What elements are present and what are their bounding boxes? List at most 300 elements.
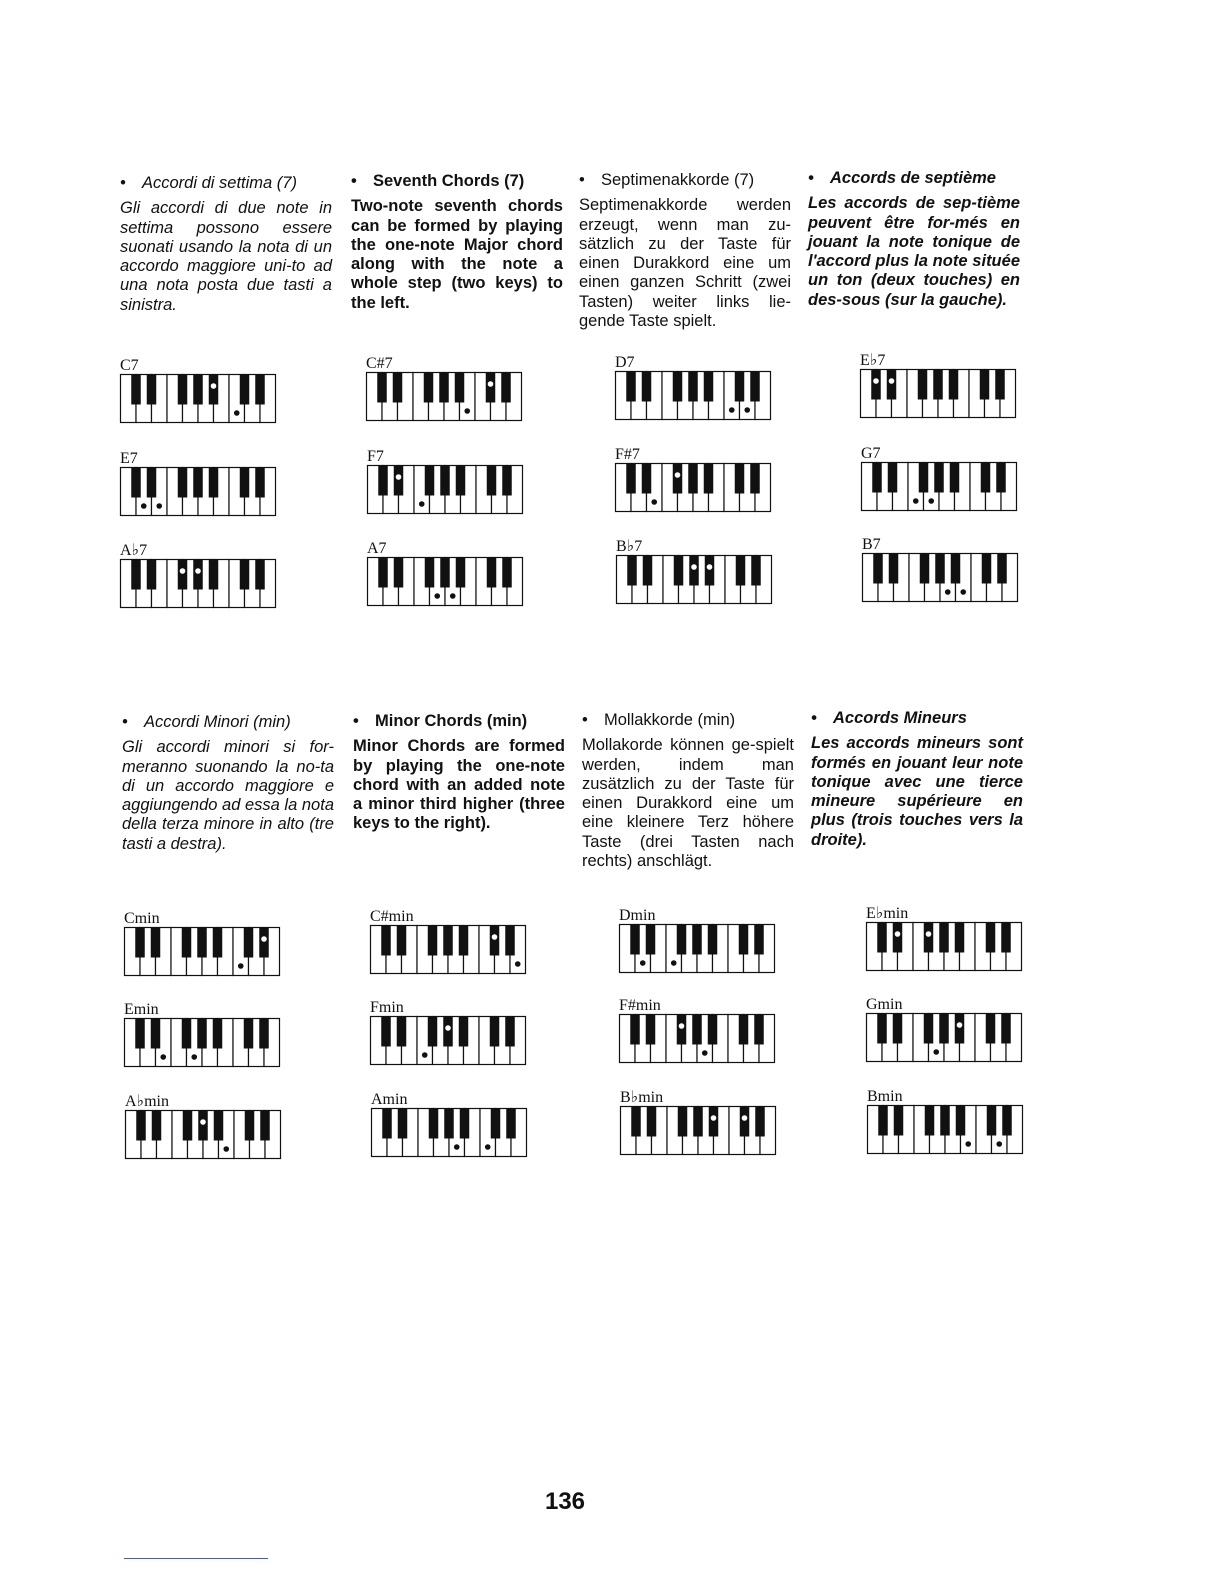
black-key [631, 1107, 641, 1137]
black-key [995, 370, 1005, 400]
chord-label: B♭min [620, 1089, 664, 1106]
keyboard-diagram [124, 927, 280, 977]
black-key [878, 1106, 888, 1136]
black-key [193, 375, 203, 405]
black-key [925, 1106, 935, 1136]
black-key [147, 468, 157, 498]
black-key [147, 560, 157, 590]
black-key [255, 375, 265, 405]
black-key [736, 556, 746, 586]
black-key [459, 1017, 469, 1047]
keyboard-diagram [120, 374, 276, 424]
chord-label: Dmin [619, 907, 656, 924]
black-key [425, 558, 435, 588]
black-key [673, 464, 683, 494]
note-dot [195, 568, 201, 574]
black-key [688, 372, 698, 402]
black-key [147, 375, 157, 405]
heading: Mollakkorde (min) [604, 711, 736, 729]
black-key [198, 1111, 208, 1141]
black-key [197, 1019, 207, 1049]
black-key [460, 1109, 470, 1139]
footer-rule [124, 1558, 268, 1559]
black-key [505, 1017, 515, 1047]
black-key [997, 554, 1007, 584]
black-key [996, 463, 1006, 493]
black-key [209, 468, 219, 498]
bullet: • [120, 174, 126, 192]
chord-label: D7 [615, 354, 635, 371]
seventh-text-it [120, 174, 332, 315]
keyboard-diagram [616, 555, 772, 605]
note-dot [515, 961, 521, 967]
black-key [151, 1019, 161, 1049]
black-key [255, 468, 265, 498]
black-key [626, 464, 636, 494]
chord-label: Amin [371, 1091, 408, 1108]
black-key [709, 1107, 719, 1137]
black-key [939, 1014, 949, 1044]
black-key [692, 925, 702, 955]
note-dot [640, 960, 646, 966]
note-dot [492, 934, 498, 940]
chord-label: Fmin [370, 999, 404, 1016]
black-key [918, 370, 928, 400]
black-key [214, 1111, 224, 1141]
keyboard-diagram [615, 371, 771, 421]
body-text: Les accords de sep-tième peuvent être for-més en jouant la note tonique de l'accord plus la note située un ton (deux touches) en des-sous (sur la gauche). [808, 194, 1020, 309]
black-key [255, 560, 265, 590]
black-key [933, 370, 943, 400]
black-key [443, 926, 453, 956]
black-key [424, 373, 434, 403]
note-dot [261, 936, 267, 942]
black-key [627, 556, 637, 586]
black-key [197, 928, 207, 958]
seventh-text-en [351, 172, 563, 313]
black-key [889, 554, 899, 584]
black-key [178, 468, 188, 498]
black-key [677, 925, 687, 955]
black-key [642, 372, 652, 402]
chord-diagram [615, 355, 775, 419]
seventh-text-de [579, 171, 791, 331]
chord-label: E♭min [866, 905, 909, 922]
black-key [131, 560, 141, 590]
bullet: • [808, 169, 814, 187]
black-key [259, 1019, 269, 1049]
keyboard-diagram [619, 1014, 775, 1064]
black-key [673, 372, 683, 402]
black-key [934, 463, 944, 493]
heading: Accordi Minori (min) [144, 713, 291, 731]
black-key [956, 1106, 966, 1136]
heading: Accords Mineurs [833, 709, 967, 727]
black-key [951, 554, 961, 584]
black-key [382, 1109, 392, 1139]
black-key [735, 372, 745, 402]
black-key [955, 923, 965, 953]
black-key [397, 1017, 407, 1047]
black-key [429, 1109, 439, 1139]
black-key [193, 560, 203, 590]
black-key [1001, 1014, 1011, 1044]
chord-diagram [120, 358, 280, 422]
black-key [630, 925, 640, 955]
note-dot [945, 589, 951, 595]
keyboard-diagram [124, 1018, 280, 1068]
note-dot [454, 1144, 460, 1150]
black-key [924, 1014, 934, 1044]
black-key [919, 463, 929, 493]
black-key [260, 1111, 270, 1141]
chord-label: C#7 [366, 355, 393, 372]
chord-label: A♭min [125, 1093, 169, 1110]
chord-diagram [370, 1000, 530, 1064]
black-key [440, 558, 450, 588]
black-key [394, 558, 404, 588]
black-key [872, 463, 882, 493]
note-dot [873, 378, 879, 384]
black-key [877, 1014, 887, 1044]
keyboard-diagram [125, 1110, 281, 1160]
black-key [443, 1017, 453, 1047]
bullet: • [579, 171, 585, 189]
minor-text-fr [811, 709, 1023, 850]
page-number: 136 [544, 1488, 586, 1515]
black-key [693, 1107, 703, 1137]
chord-label: Bmin [867, 1088, 903, 1105]
keyboard-diagram [367, 557, 523, 607]
black-key [397, 926, 407, 956]
black-key [689, 556, 699, 586]
black-key [501, 373, 511, 403]
black-key [398, 1109, 408, 1139]
black-key [135, 1019, 145, 1049]
body-text: Septimenakkorde werden erzeugt, wenn man zu-sätzlich zu der Taste für einen Durakkord eine um einen ganzen Schritt (zwei Tasten) weiter links lie-gende Taste spielt. [579, 196, 791, 331]
black-key [444, 1109, 454, 1139]
black-key [136, 1111, 146, 1141]
black-key [456, 466, 466, 496]
note-dot [996, 1141, 1002, 1147]
chord-diagram [124, 911, 284, 975]
note-dot [679, 1023, 685, 1029]
black-key [178, 375, 188, 405]
black-key [245, 1111, 255, 1141]
note-dot [450, 593, 456, 599]
black-key [193, 468, 203, 498]
black-key [381, 1017, 391, 1047]
minor-text-it [122, 713, 334, 854]
note-dot [711, 1115, 717, 1121]
keyboard-diagram [366, 372, 522, 422]
black-key [643, 556, 653, 586]
chord-label: E7 [120, 450, 138, 467]
body-text: Les accords mineurs sont formés en jouant leur note tonique avec une tierce mineure supérieure en plus (trois touches vers la droite). [811, 734, 1023, 849]
chord-label: A7 [367, 540, 387, 557]
black-key [888, 463, 898, 493]
note-dot [933, 1049, 939, 1055]
black-key [244, 928, 254, 958]
heading: Accordi di settima (7) [142, 174, 297, 192]
chord-label: B♭7 [616, 538, 643, 555]
keyboard-diagram [367, 465, 523, 515]
chord-diagram [367, 449, 527, 513]
note-dot [889, 378, 895, 384]
black-key [678, 1107, 688, 1137]
keyboard-diagram [619, 924, 775, 974]
note-dot [744, 407, 750, 413]
chord-label: B7 [862, 536, 881, 553]
note-dot [191, 1054, 197, 1060]
note-dot [913, 498, 919, 504]
black-key [980, 370, 990, 400]
chord-diagram [366, 356, 526, 420]
black-key [646, 1015, 656, 1045]
black-key [439, 373, 449, 403]
note-dot [485, 1144, 491, 1150]
black-key [487, 558, 497, 588]
black-key [920, 554, 930, 584]
black-key [986, 1014, 996, 1044]
black-key [428, 926, 438, 956]
black-key [502, 466, 512, 496]
chord-label: G7 [861, 445, 881, 462]
heading: Accords de septième [830, 169, 996, 187]
chord-diagram [616, 539, 776, 603]
black-key [887, 370, 897, 400]
black-key [873, 554, 883, 584]
black-key [381, 926, 391, 956]
black-key [244, 1019, 254, 1049]
black-key [754, 925, 764, 955]
black-key [182, 1019, 192, 1049]
note-dot [488, 381, 494, 387]
keyboard-diagram [867, 1105, 1023, 1155]
note-dot [419, 501, 425, 507]
keyboard-diagram [120, 467, 276, 517]
heading: Seventh Chords (7) [373, 172, 525, 190]
keyboard-diagram [620, 1106, 776, 1156]
keyboard-diagram [861, 462, 1017, 512]
note-dot [141, 503, 147, 509]
black-key [950, 463, 960, 493]
note-dot [895, 931, 901, 937]
black-key [955, 1014, 965, 1044]
black-key [740, 1107, 750, 1137]
body-text: Two-note seventh chords can be formed by playing the one-note Major chord along with the note a whole step (two keys) to the left. [351, 197, 563, 312]
black-key [739, 1015, 749, 1045]
black-key [131, 468, 141, 498]
note-dot [957, 1022, 963, 1028]
bullet: • [122, 713, 128, 731]
heading: Septimenakkorde (7) [601, 171, 755, 189]
note-dot [965, 1141, 971, 1147]
note-dot [691, 564, 697, 570]
black-key [924, 923, 934, 953]
black-key [708, 1015, 718, 1045]
note-dot [445, 1025, 451, 1031]
black-key [894, 1106, 904, 1136]
black-key [440, 466, 450, 496]
black-key [986, 923, 996, 953]
black-key [692, 1015, 702, 1045]
seventh-text-fr [808, 169, 1020, 310]
black-key [705, 556, 715, 586]
body-text: Gli accordi di due note in settima possono essere suonati usando la nota di un accordo maggiore uni-to ad una nota posta due tasti a sinistra. [120, 199, 332, 314]
black-key [939, 923, 949, 953]
black-key [893, 923, 903, 953]
keyboard-diagram [862, 553, 1018, 603]
black-key [456, 558, 466, 588]
black-key [490, 1017, 500, 1047]
chord-label: Emin [124, 1001, 159, 1018]
note-dot [651, 499, 657, 505]
chord-diagram [371, 1092, 531, 1156]
black-key [506, 1109, 516, 1139]
chord-diagram [867, 1089, 1027, 1153]
body-text: Gli accordi minori si for-meranno suonando la no-ta di un accordo maggiore e aggiungendo ad essa la nota della terza minore in alto (tre tasti a destra). [122, 738, 334, 853]
black-key [213, 1019, 223, 1049]
chord-diagram [619, 998, 779, 1062]
black-key [459, 926, 469, 956]
chord-label: E♭7 [860, 352, 886, 369]
black-key [240, 560, 250, 590]
black-key [982, 554, 992, 584]
black-key [486, 373, 496, 403]
black-key [674, 556, 684, 586]
black-key [378, 466, 388, 496]
black-key [630, 1015, 640, 1045]
black-key [750, 372, 760, 402]
chord-label: Cmin [124, 910, 160, 927]
black-key [428, 1017, 438, 1047]
black-key [755, 1107, 765, 1137]
note-dot [702, 1050, 708, 1056]
chord-diagram [125, 1094, 285, 1158]
note-dot [234, 410, 240, 416]
keyboard-diagram [370, 1016, 526, 1066]
black-key [949, 370, 959, 400]
black-key [708, 925, 718, 955]
chord-label: F#7 [615, 446, 640, 463]
black-key [394, 466, 404, 496]
black-key [1002, 1106, 1012, 1136]
note-dot [180, 568, 186, 574]
black-key [940, 1106, 950, 1136]
black-key [646, 925, 656, 955]
black-key [209, 560, 219, 590]
black-key [754, 1015, 764, 1045]
note-dot [464, 408, 470, 414]
black-key [152, 1111, 162, 1141]
black-key [487, 466, 497, 496]
chord-label: F#min [619, 997, 661, 1014]
black-key [704, 464, 714, 494]
black-key [209, 375, 219, 405]
note-dot [211, 383, 217, 389]
heading: Minor Chords (min) [375, 712, 528, 730]
note-dot [675, 472, 681, 478]
note-dot [960, 589, 966, 595]
minor-text-de [582, 711, 794, 871]
black-key [393, 373, 403, 403]
keyboard-diagram [120, 559, 276, 609]
chord-diagram [866, 906, 1026, 970]
black-key [378, 558, 388, 588]
note-dot [671, 960, 677, 966]
black-key [987, 1106, 997, 1136]
keyboard-diagram [866, 1013, 1022, 1063]
chord-diagram [124, 1002, 284, 1066]
black-key [677, 1015, 687, 1045]
chord-diagram [619, 908, 779, 972]
chord-label: Gmin [866, 996, 903, 1013]
chord-diagram [367, 541, 527, 605]
black-key [981, 463, 991, 493]
chord-diagram [370, 909, 530, 973]
note-dot [156, 503, 162, 509]
black-key [240, 468, 250, 498]
black-key [877, 923, 887, 953]
bullet: • [353, 712, 359, 730]
black-key [182, 928, 192, 958]
body-text: Minor Chords are formed by playing the one-note chord with an added note a minor third higher (three keys to the right). [353, 737, 565, 833]
bullet: • [811, 709, 817, 727]
black-key [259, 928, 269, 958]
keyboard-diagram [866, 922, 1022, 972]
chord-label: A♭7 [120, 542, 148, 559]
bullet: • [351, 172, 357, 190]
note-dot [928, 498, 934, 504]
black-key [425, 466, 435, 496]
black-key [735, 464, 745, 494]
black-key [935, 554, 945, 584]
chord-label: C7 [120, 357, 139, 374]
chord-label: F7 [367, 448, 384, 465]
chord-label: C#min [370, 908, 414, 925]
black-key [135, 928, 145, 958]
black-key [455, 373, 465, 403]
keyboard-diagram [860, 369, 1016, 419]
chord-diagram [615, 447, 775, 511]
note-dot [742, 1115, 748, 1121]
black-key [491, 1109, 501, 1139]
note-dot [200, 1119, 206, 1125]
black-key [1001, 923, 1011, 953]
chord-diagram [620, 1090, 780, 1154]
note-dot [422, 1052, 428, 1058]
keyboard-diagram [371, 1108, 527, 1158]
black-key [131, 375, 141, 405]
note-dot [223, 1146, 229, 1152]
note-dot [238, 963, 244, 969]
keyboard-diagram [615, 463, 771, 513]
body-text: Mollakorde können ge-spielt werden, indem man zusätzlich zu der Taste für einen Durakkord eine um eine kleinere Terz höhere Taste (drei Tasten nach rechts) anschlägt. [582, 736, 794, 871]
black-key [750, 464, 760, 494]
black-key [626, 372, 636, 402]
black-key [178, 560, 188, 590]
minor-text-en [353, 712, 565, 834]
note-dot [707, 564, 713, 570]
chord-diagram [866, 997, 1026, 1061]
black-key [213, 928, 223, 958]
black-key [704, 372, 714, 402]
note-dot [396, 474, 402, 480]
keyboard-diagram [370, 925, 526, 975]
black-key [647, 1107, 657, 1137]
black-key [505, 926, 515, 956]
